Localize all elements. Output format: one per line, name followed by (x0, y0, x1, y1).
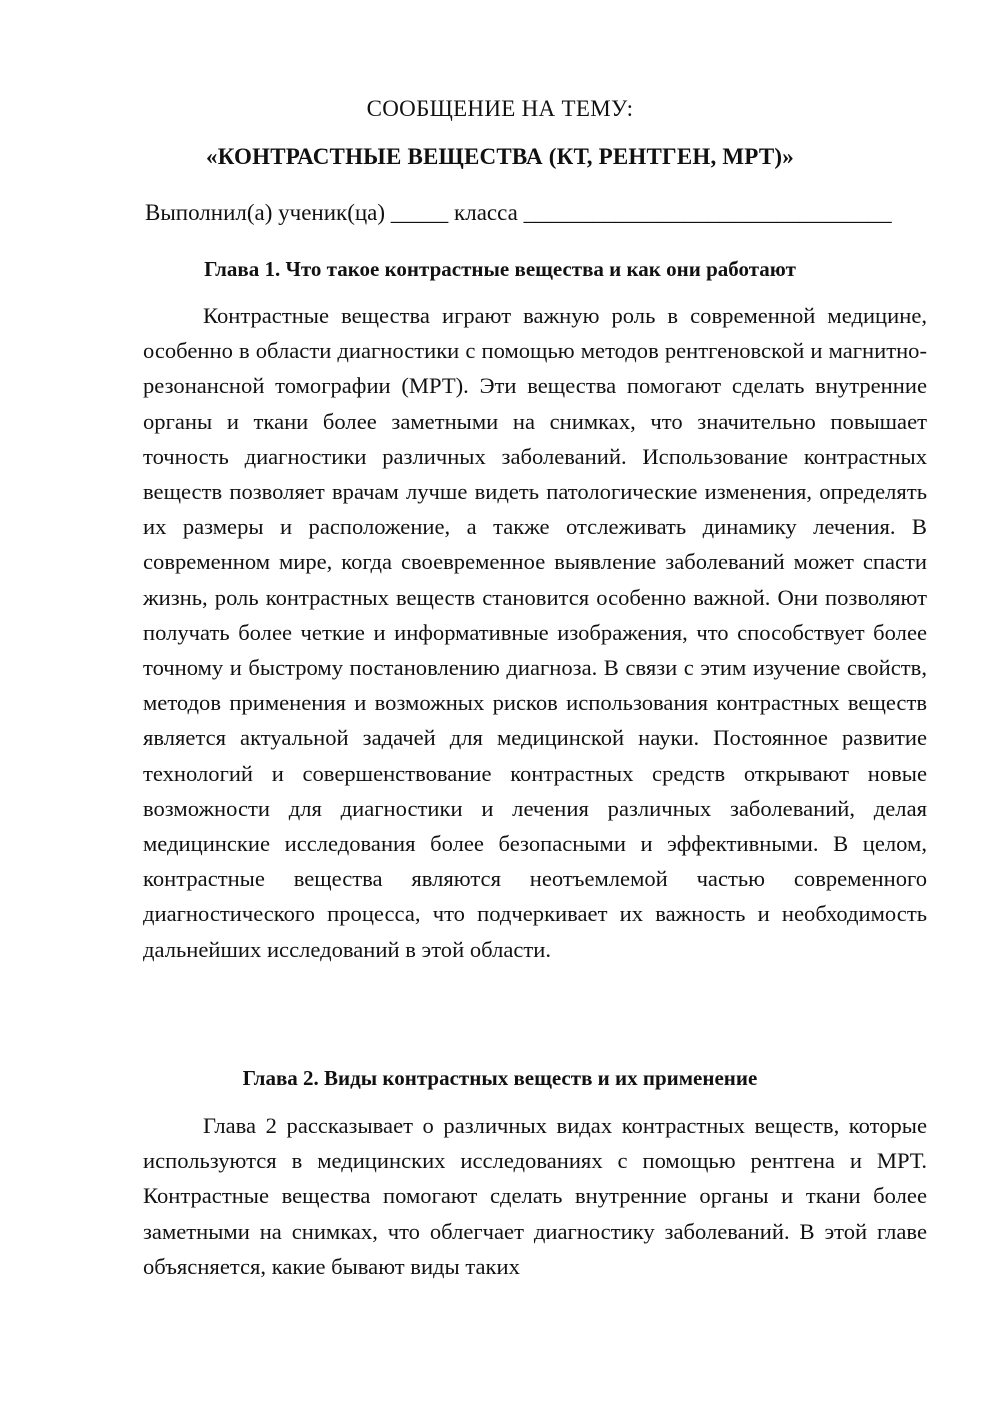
document-title: «КОНТРАСТНЫЕ ВЕЩЕСТВА (КТ, РЕНТГЕН, МРТ)» (206, 144, 794, 169)
chapter-2-heading: Глава 2. Виды контрастных веществ и их применение (242, 1066, 758, 1090)
author-line: Выполнил(а) ученик(ца) _____ класса ________________________________ (145, 200, 892, 225)
chapter-1-heading: Глава 1. Что такое контрастные вещества и как они работают (204, 257, 796, 281)
chapter-2-paragraph: Глава 2 рассказывает о различных видах контрастных веществ, которые используются в медицинских исследованиях с помощью рентгена и МРТ. Контрастные вещества помогают сделать внутренние органы и ткани более заметными на снимках, что облегчает диагностику заболеваний. В этой главе объясняется, какие бывают виды таких (143, 1113, 927, 1279)
chapter-1-paragraph: Контрастные вещества играют важную роль в современной медицине, особенно в области диагностики с помощью методов рентгеновской и магнитно-резонансной томографии (МРТ). Эти вещества помогают сделать внутренние органы и ткани более заметными на снимках, что значительно повышает точность диагностики различных заболеваний. Использование контрастных веществ позволяет врачам лучше видеть патологические изменения, определять их размеры и расположение, а также отслеживать динамику лечения. В современном мире, когда своевременное выявление заболеваний может спасти жизнь, роль контрастных веществ становится особенно важной. Они позволяют получать более четкие и информативные изображения, что способствует более точному и быстрому постановлению диагноза. В связи с этим изучение свойств, методов применения и возможных рисков использования контрастных веществ является актуальной задачей для медицинской науки. Постоянное развитие технологий и совершенствование контрастных средств открывают новые возможности для диагностики и лечения различных заболеваний, делая медицинские исследования более безопасными и эффективными. В целом, контрастные вещества являются неотъемлемой частью современного диагностического процесса, что подчеркивает их важность и необходимость дальнейших исследований в этой области. (143, 303, 927, 962)
document-title-topic: СООБЩЕНИЕ НА ТЕМУ: (366, 96, 634, 121)
